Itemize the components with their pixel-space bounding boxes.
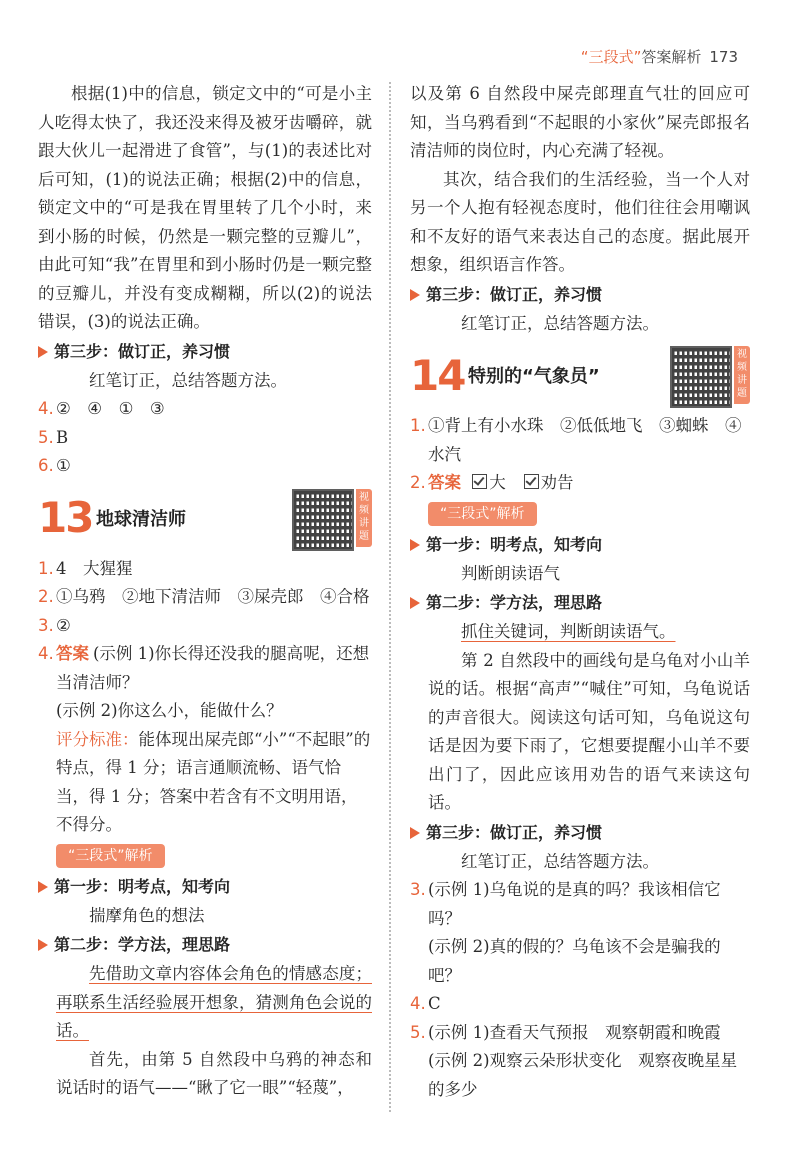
answer-num: 5. [410,1022,426,1042]
step1-label: 第一步：明考点，知考向 [54,876,231,896]
lesson-title: 地球清洁师 [96,508,186,530]
step2-heading [38,930,372,960]
arrow-icon [410,539,420,551]
step3-heading [38,337,372,367]
second-paragraph: 其次，结合我们的生活经验，当一个人对另一个人抱有轻视态度时，他们往往会用嘲讽和不友好的语气来表达自己的态度。据此展开想象，组织语言作答。 [410,169,750,274]
analysis-badge: “三段式”解析 [428,502,537,526]
step2-text [38,960,372,1046]
arrow-icon [410,289,420,301]
answer-text: ①背上有小水珠 ②低低地飞 ③蜘蛛 ④水汽 [428,416,742,464]
step3-label: 第三步：做订正，养习惯 [426,284,603,304]
answer-text: ② ④ ① ③ [56,399,165,418]
option-2: 劝告 [540,473,574,492]
column-divider [389,82,391,1112]
step1-heading [38,872,372,902]
answer-text: ① [56,456,71,475]
q4-example1: (示例 1)你长得还没我的腿高呢，还想当清洁师？ [56,644,370,692]
step1-label: 第一步：明考点，知考向 [426,534,603,554]
step3-text: 红笔订正，总结答题方法。 [89,370,287,390]
checkbox-checked-icon [472,474,487,489]
answer-num: 4. [38,644,54,663]
step2-label: 第二步：学方法，理思路 [426,593,603,612]
intro-paragraph: 根据(1)中的信息，锁定文中的“可是小主人吃得太快了，我还没来得及被牙齿嚼碎，就跟大伙儿一起滑进了食管”，与(1)的表述比对后可知，(1)的说法正确；根据(2)中的信息，锁定文中的“可是我在胃里转了几个小时，来到小肠的时候，仍然是一颗完整的豆瓣儿”，由此可知“我”在胃里和到小肠时仍是一颗完整的豆瓣儿，并没有变成糊糊，所以(2)的说法错误，(3)的说法正确。 [38,84,372,331]
qr-code-icon[interactable] [292,489,354,551]
answer-row [38,612,372,641]
page-header [581,46,738,67]
step1-text: 判断朗读语气 [461,563,560,583]
arrow-icon [38,881,48,893]
answer-num: 2. [38,587,54,606]
step3-heading [410,818,750,848]
step3-heading [410,280,750,310]
answer-text: 4 大猩猩 [56,558,133,578]
answer-num: 3. [38,615,54,635]
answer-text: ② [56,615,71,635]
answer-num: 1. [410,416,426,435]
q3-example2: (示例 2)真的假的？乌龟该不会是骗我的吧？ [428,937,721,985]
qr-video-tab[interactable]: 视频讲题 [734,346,750,404]
arrow-icon [38,346,48,358]
step3-label: 第三步：做订正，养习惯 [54,341,231,361]
lesson-number: 14 [410,350,465,400]
answer-row [38,452,372,481]
answers-list [38,395,372,481]
lesson-title: 特别的“气象员” [468,366,600,387]
answer-num: 4. [410,994,426,1013]
answer-tag: 答案 [428,473,461,492]
step2-text-underlined: 抓住关键词，判断朗读语气。 [461,622,676,641]
lesson-number: 13 [38,493,93,542]
answer-row-q2 [410,469,750,498]
q4-example2: (示例 2)你这么小，能做什么？ [56,701,283,720]
lesson14-heading [410,338,750,412]
lesson13-heading [38,481,372,555]
step1-heading [410,530,750,560]
qr-code-icon[interactable] [670,346,732,408]
left-column [38,80,372,1103]
answer-row [410,990,750,1019]
answer-row-q5 [410,1019,750,1105]
eval-text: 能体现出屎壳郎“小”“不起眼”的特点，得 1 分；语言通顺流畅、语气恰当，得 1 分；答案中若含有不文明用语，不得分。 [56,729,371,834]
page-number: 173 [709,48,738,66]
answer-text: ①乌鸦 ②地下清洁师 ③屎壳郎 ④合格 [56,587,370,606]
answer-row [38,395,372,424]
option-1: 大 [489,473,506,492]
answer-text: C [428,994,441,1013]
analysis-badge: “三段式”解析 [56,844,165,868]
eval-tag: 评分标准： [56,729,139,749]
step1-text: 揣摩角色的想法 [89,905,205,925]
answer-num: 1. [38,558,54,578]
answer-num: 5. [38,427,54,447]
answer-row [38,555,372,584]
answer-tag: 答案 [56,644,89,663]
answer-num: 6. [38,456,54,475]
header-brand: “三段式” [580,48,642,66]
step2-text-underlined: 先借助文章内容体会角色的情感态度；再联系生活经验展开想象，猜测角色会说的话。 [56,964,372,1040]
arrow-icon [38,939,48,951]
answer-row [410,412,750,469]
step2-label: 第二步：学方法，理思路 [54,935,231,954]
header-title: 答案解析 [641,48,702,66]
answer-num: 2. [410,473,426,492]
right-column [410,80,750,1104]
first-paragraph: 首先，由第 5 自然段中乌鸦的神态和说话时的语气——“瞅了它一眼”“轻蔑”， [56,1049,372,1097]
qr-video-tab[interactable]: 视频讲题 [356,489,372,547]
q5-example1: (示例 1)查看天气预报 观察朝霞和晚霞 [428,1022,721,1042]
q5-example2: (示例 2)观察云朵形状变化 观察夜晚星星的多少 [428,1051,738,1099]
step3-text: 红笔订正，总结答题方法。 [461,313,659,333]
answer-num: 3. [410,880,426,899]
arrow-icon [410,827,420,839]
arrow-icon [410,597,420,609]
continuation-paragraph: 以及第 6 自然段中屎壳郎理直气壮的回应可知，当乌鸦看到“不起眼的小家伙”屎壳郎报名清洁师的岗位时，内心充满了轻视。 [410,84,750,160]
analysis-paragraph: 第 2 自然段中的画线句是乌龟对小山羊说的话。根据“高声”“喊住”可知，乌龟说话的声音很大。阅读这句话可知，乌龟说这句话是因为要下雨了，它想要提醒小山羊不要出门了，因此应该用劝告的语气来读这句话。 [428,650,750,812]
step3-text: 红笔订正，总结答题方法。 [461,851,659,871]
step3-label: 第三步：做订正，养习惯 [426,822,603,842]
answer-row-q4 [38,640,372,840]
answer-text: B [56,427,69,447]
answer-row [38,424,372,453]
step2-text [410,618,750,647]
checkbox-checked-icon [524,474,539,489]
answer-row [38,583,372,612]
step2-heading [410,588,750,618]
q3-example1: (示例 1)乌龟说的是真的吗？我该相信它吗？ [428,880,721,928]
answer-num: 4. [38,399,54,418]
answer-row-q3 [410,876,750,990]
